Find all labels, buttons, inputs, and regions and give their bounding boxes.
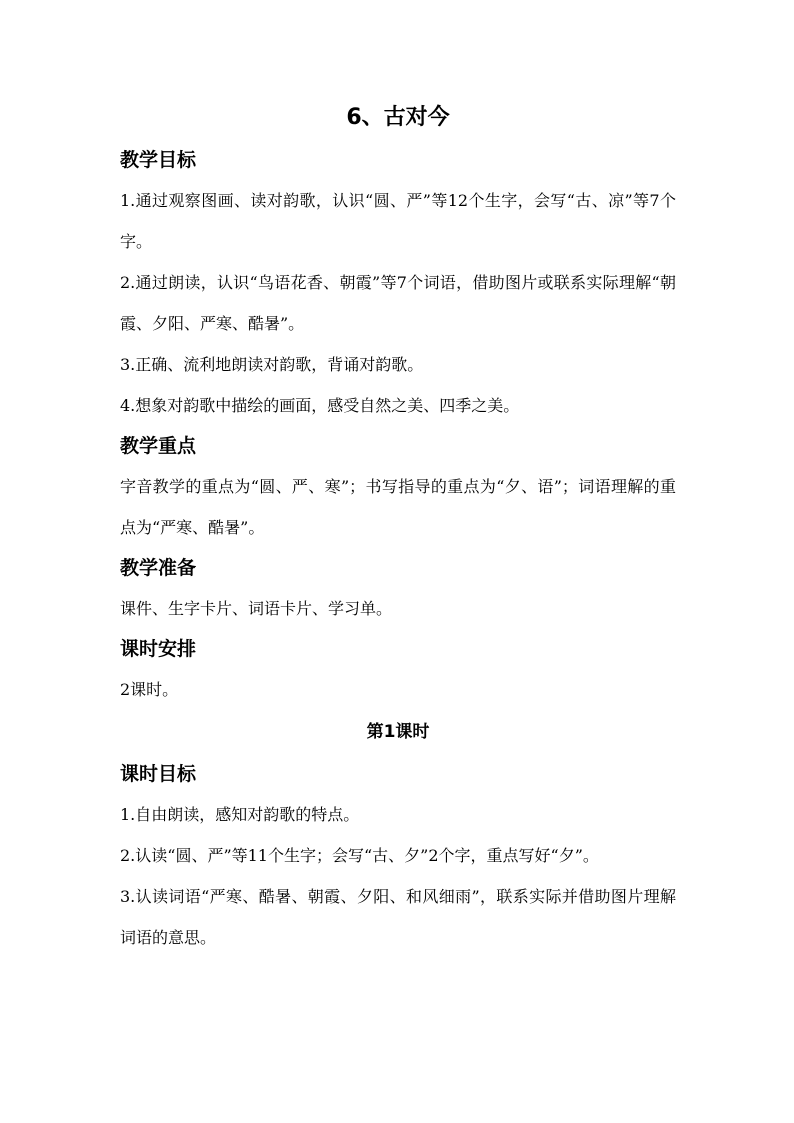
heading-lesson-objectives: 课时目标 xyxy=(120,763,197,785)
heading-preparation: 教学准备 xyxy=(120,557,197,579)
objective-item-4: 4.想象对韵歌中描绘的画面，感受自然之美、四季之美。 xyxy=(120,396,520,415)
heading-objectives: 教学目标 xyxy=(120,149,197,171)
key-points-text: 字音教学的重点为“圆、严、寒”；书写指导的重点为“夕、语”；词语理解的重点为“严寒、酷暑”。 xyxy=(120,477,676,537)
lesson-1-title: 第1课时 xyxy=(366,722,430,742)
schedule-text: 2课时。 xyxy=(120,680,179,699)
lesson-objective-item-2: 2.认读“圆、严”等11个生字；会写“古、夕”2个字，重点写好“夕”。 xyxy=(120,846,599,865)
heading-key-points: 教学重点 xyxy=(120,435,197,457)
objective-item-1: 1.通过观察图画、读对韵歌，认识“圆、严”等12个生字，会写“古、凉”等7个字。 xyxy=(120,191,676,251)
document-page xyxy=(120,100,676,958)
lesson-objective-item-3: 3.认读词语“严寒、酷暑、朝霞、夕阳、和风细雨”，联系实际并借助图片理解词语的意思。 xyxy=(120,887,676,947)
objective-item-2: 2.通过朗读，认识“鸟语花香、朝霞”等7个词语，借助图片或联系实际理解“朝霞、夕阳、严寒、酷暑”。 xyxy=(120,273,676,333)
lesson-objective-item-1: 1.自由朗读，感知对韵歌的特点。 xyxy=(120,805,360,824)
page-title: 6、古对今 xyxy=(346,105,450,130)
preparation-text: 课件、生字卡片、词语卡片、学习单。 xyxy=(120,599,393,618)
objective-item-3: 3.正确、流利地朗读对韵歌，背诵对韵歌。 xyxy=(120,355,424,374)
heading-schedule: 课时安排 xyxy=(120,638,197,660)
